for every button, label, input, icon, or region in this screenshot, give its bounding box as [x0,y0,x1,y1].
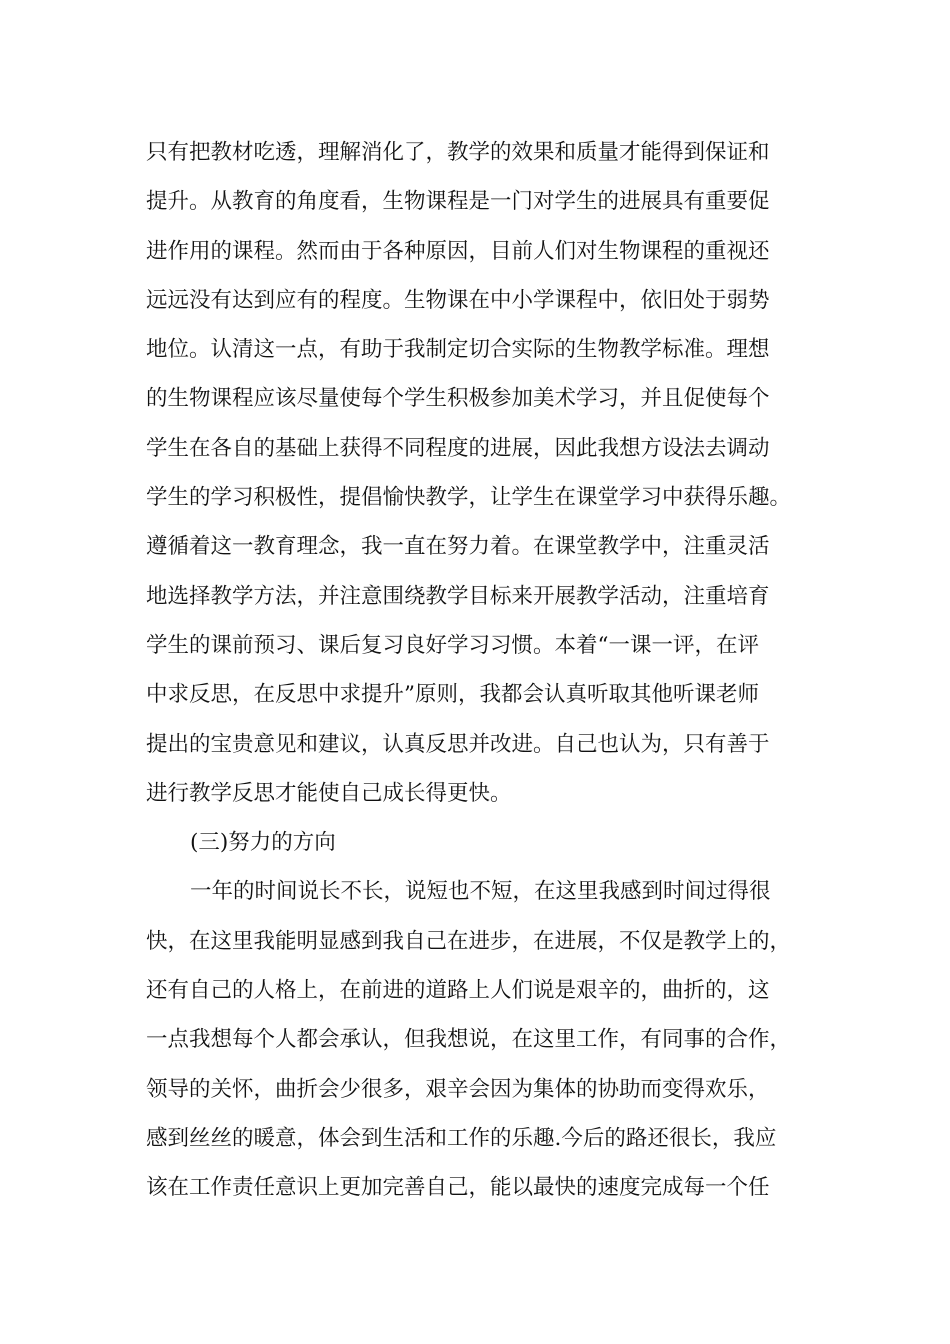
paragraph-line: 还有自己的人格上，在前进的道路上人们说是艰辛的，曲折的，这 [146,978,770,1004]
section-heading: (三)努力的方向 [190,830,336,856]
paragraph-line: 进作用的课程。然而由于各种原因，目前人们对生物课程的重视还 [146,238,770,264]
paragraph-line: 地位。认清这一点，有助于我制定切合实际的生物教学标准。理想 [146,337,770,363]
paragraph-line: 感到丝丝的暖意，体会到生活和工作的乐趣.今后的路还很长，我应 [146,1125,777,1151]
paragraph-line: 遵循着这一教育理念，我一直在努力着。在课堂教学中，注重灵活 [146,534,770,560]
paragraph-line: 快，在这里我能明显感到我自己在进步，在进展，不仅是教学上的， [146,928,792,954]
paragraph-line: 学生的学习积极性，提倡愉快教学，让学生在课堂学习中获得乐趣。 [146,485,792,511]
document-body [146,128,826,1213]
paragraph-line: 的生物课程应该尽量使每个学生积极参加美术学习，并且促使每个 [146,386,770,412]
paragraph-line: 提出的宝贵意见和建议，认真反思并改进。自己也认为，只有善于 [146,731,770,757]
paragraph-line: 进行教学反思才能使自己成长得更快。 [146,780,512,806]
paragraph-line: 学生在各自的基础上获得不同程度的进展，因此我想方设法去调动 [146,435,770,461]
paragraph-line: 只有把教材吃透，理解消化了，教学的效果和质量才能得到保证和 [146,140,770,165]
paragraph-line: 提升。从教育的角度看，生物课程是一门对学生的进展具有重要促 [146,189,770,215]
paragraph-line: 远远没有达到应有的程度。生物课在中小学课程中，依旧处于弱势 [146,287,770,313]
paragraph-line: 领导的关怀，曲折会少很多，艰辛会因为集体的协助而变得欢乐， [146,1076,770,1102]
paragraph-line: 该在工作责任意识上更加完善自己，能以最快的速度完成每一个任 [146,1175,770,1201]
paragraph-line: 学生的课前预习、课后复习良好学习习惯。本着“一课一评，在评 [146,632,759,658]
paragraph-line: 一点我想每个人都会承认，但我想说，在这里工作，有同事的合作， [146,1027,792,1053]
paragraph-line: 地选择教学方法，并注意围绕教学目标来开展教学活动，注重培育 [146,583,770,609]
paragraph-line: 中求反思，在反思中求提升”原则，我都会认真听取其他听课老师 [146,682,759,708]
paragraph-line: 一年的时间说长不长，说短也不短，在这里我感到时间过得很 [190,879,771,905]
